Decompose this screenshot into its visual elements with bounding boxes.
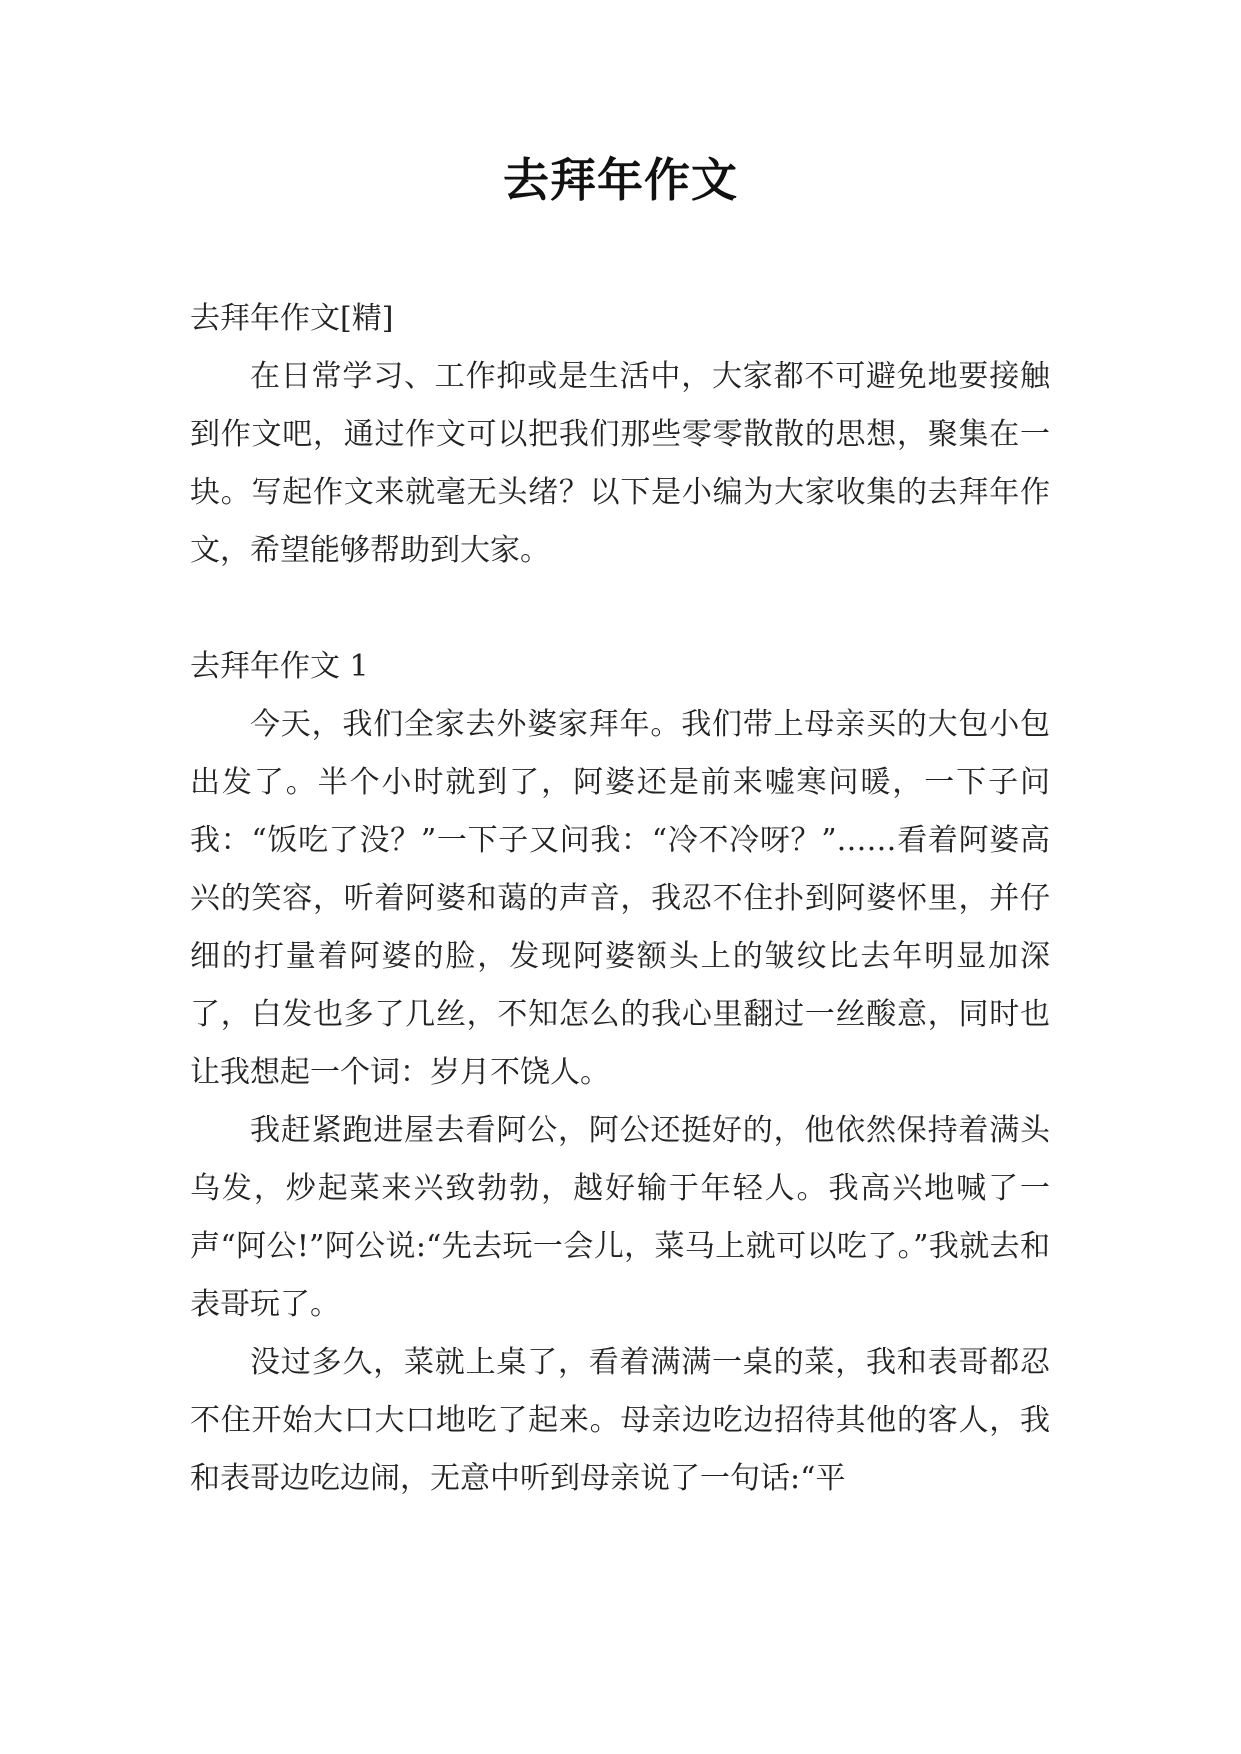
intro-paragraph: 在日常学习、工作抑或是生活中，大家都不可避免地要接触到作文吧，通过作文可以把我们那些零零散散的思想，聚集在一块。写起作文来就毫无头绪？以下是小编为大家收集的去拜年作文，希望能够帮助到大家。 bbox=[190, 359, 1050, 568]
document-title: 去拜年作文 bbox=[503, 153, 738, 207]
document-body bbox=[190, 290, 1050, 1508]
document-subtitle: 去拜年作文[精] bbox=[190, 301, 394, 336]
section-paragraph: 今天，我们全家去外婆家拜年。我们带上母亲买的大包小包出发了。半个小时就到了，阿婆还是前来嘘寒问暖，一下子问我：“饭吃了没？”一下子又问我：“冷不冷呀？”……看着阿婆高兴的笑容，听着阿婆和蔼的声音，我忍不住扑到阿婆怀里，并仔细的打量着阿婆的脸，发现阿婆额头上的皱纹比去年明显加深了，白发也多了几丝，不知怎么的我心里翻过一丝酸意，同时也让我想起一个词：岁月不饶人。 bbox=[190, 707, 1050, 1090]
section-heading: 去拜年作文 1 bbox=[190, 649, 369, 684]
section-spacer bbox=[190, 580, 1050, 638]
section-paragraph: 没过多久，菜就上桌了，看着满满一桌的菜，我和表哥都忍不住开始大口大口地吃了起来。母亲边吃边招待其他的客人，我和表哥边吃边闹，无意中听到母亲说了一句话:“平 bbox=[190, 1345, 1050, 1496]
section-paragraph: 我赶紧跑进屋去看阿公，阿公还挺好的，他依然保持着满头乌发，炒起菜来兴致勃勃，越好输于年轻人。我高兴地喊了一声“阿公!”阿公说:“先去玩一会儿，菜马上就可以吃了。”我就去和表哥玩了。 bbox=[190, 1113, 1050, 1322]
